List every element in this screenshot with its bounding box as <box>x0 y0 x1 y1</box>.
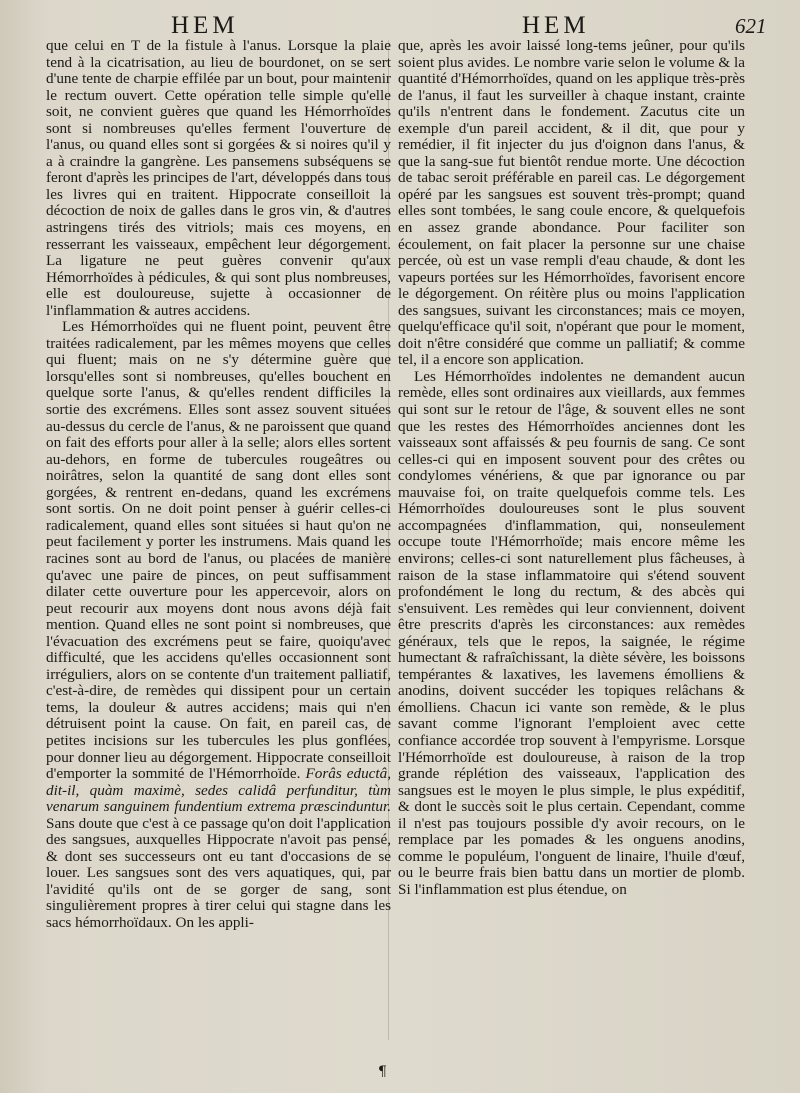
page-number: 621 <box>735 14 767 38</box>
printer-mark: ¶ <box>378 1064 387 1080</box>
paragraph: que celui en T de la fistule à l'anus. Lorsque la plaie tend à la cicatrisation, au lieu de bourdonet, on se sert d'une tente de charpie effilée par un bout, pour maintenir le rectum ouvert. Cette opération telle simple qu'elle soit, ne convient guères que quand les Hémorrhoïdes sont si nombreuses qu'elles ferment l'ouverture de l'anus, ou quand elles sont si gorgées & si noires qu'il y a à craindre la gangrène. Les pansemens subséquens se feront d'après les principes de l'art, développés dans tous les livres qui en traitent. Hippocrate conseilloit la décoction de noix de galles dans le gros vin, & d'autres astringens tirés des vitriols; mais ces moyens, en resserrant les vaisseaux, empêchent leur dégorgement. La ligature ne peut guères convenir qu'aux Hémorrhoïdes à pédicules, & qui sont plus nombreuses, elle est douloureuse, sujette à occasionner de l'inflammation & autres accidens. <box>46 37 391 319</box>
left-column <box>46 38 391 932</box>
paragraph-text: Sans doute que c'est à ce passage qu'on doit l'application des sangsues, auxquelles Hippocrate n'avoit pas pensé, & dont ses successeurs ont eu tant d'occasions de se louer. Les sangsues sont des vers aquatiques, qui, par l'avidité qu'ils ont de se gorger de sang, sont singulièrement propres à tirer celui qui stagne dans les sacs hémorrhoïdaux. On les appli- <box>46 814 391 931</box>
right-column <box>398 38 745 898</box>
paragraph <box>46 319 391 931</box>
headword-left: HEM <box>171 12 239 39</box>
paragraph: Les Hémorrhoïdes indolentes ne demandent aucun remède, elles sont ordinaires aux vieillards, aux femmes qui sont sur le retour de l'âge, & souvent elles ne sont que les restes des Hémorrhoïdes anciennes dont les vaisseaux sont affaissés & peu fournis de sang. Ce sont celles-ci qui en imposent souvent pour des crêtes ou condylomes vénériens, & que par ignorance ou par mauvaise foi, on traite quelquefois comme tels. Les Hémorrhoïdes douloureuses sont le plus souvent accompagnées d'inflammation, qui, nonseulement occupe toute l'Hémorrhoïde; mais encore même les environs; celles-ci sont naturellement plus fâcheuses, à raison de la stase inflammatoire qui s'étend souvent profondément le long du rectum, & des abcès qui s'ensuivent. Les remèdes qui leur conviennent, doivent être prescrits d'après les circonstances: aux remèdes généraux, tels que le repos, la saignée, le régime humectant & rafraîchissant, la diète sévère, les boissons tempérantes & laxatives, les lavemens émolliens & anodins, doivent succéder les topiques relâchans & émolliens. Chacun ici vante son remède, & le plus savant comme l'ignorant l'emploient avec cette confiance accordée trop souvent à l'empyrisme. Lorsque l'Hémorrhoïde est douloureuse, à raison de la trop grande réplétion des vaisseaux, l'application des sangsues est le moyen le plus simple, le plus expéditif, & dont le succès soit le plus certain. Cependant, comme il n'est pas toujours possible d'y avoir recours, on le remplace par les pomades & les onguens anodins, comme le populéum, l'onguent de linaire, l'huile d'œuf, ou le beurre frais bien battu dans un mortier de plomb. Si l'inflammation est plus étendue, on <box>398 367 745 898</box>
paragraph-text: Les Hémorrhoïdes qui ne fluent point, peuvent être traitées radicalement, par les mêmes moyens que celles qui fluent; mais on ne s'y détermine guère que lorsqu'elles sont si nombreuses, qu'elles bouchent en quelque sorte l'anus, & qu'elles rendent difficiles la sortie des excrémens. Elles sont assez souvent situées au-dessus du cercle de l'anus, & ne paroissent que quand on fait des efforts pour aller à la selle; alors elles sortent au-dehors, en forme de tubercules rougeâtres ou noirâtres, selon la quantité de sang dont elles sont gorgées, & rentrent en-dedans, quand les excrémens sont sortis. On ne doit point penser à guérir celles-ci radicalement, quand elles sont situées si haut qu'on ne peut facilement y porter les instrumens. Mais quand les racines sont au bord de l'anus, ou placées de manière qu'avec une paire de pinces, on peut suffisamment dilater cette ouverture pour les appercevoir, alors on peut recourir aux moyens dont nous avons déjà fait mention. Quand elles ne sont point si nombreuses, que l'évacuation des excrémens peut se faire, quoiqu'avec difficulté, que les accidens qu'elles occasionnent sont irréguliers, alors on se contente d'un traitement palliatif, c'est-à-dire, de remèdes qui dissipent pour un certain tems, la douleur & autres accidens; mais qui n'en détruisent point la cause. On fait, en pareil cas, de petites incisions sur les tubercules les plus gonflées, pour donner lieu au dégorgement. Hippocrate conseilloit d'emporter la sommité de l'Hémorrhoïde. <box>46 318 391 783</box>
headword-right: HEM <box>522 12 590 39</box>
latin-quotation: Forâs eductâ, dit-il, quàm maximè, sedes calidâ perfunditur, tùm venarum sanguinem fundentium extrema præscinduntur. <box>46 765 392 816</box>
paragraph: que, après les avoir laissé long-tems jeûner, pour qu'ils soient plus avides. Le nombre varie selon le volume & la quantité d'Hémorrhoïdes, quand on les applique très-près de l'anus, il faut les surveiller à chaque instant, crainte qu'ils n'entrent dans le fondement. Zacutus cite un exemple d'un pareil accident, & il dit, que pour y remédier, il fit injecter du jus d'oignon dans l'anus, & que la sang-sue fut bientôt rendue morte. Une décoction de tabac seroit préférable en pareil cas. Le dégorgement opéré par les sangsues est souvent très-prompt; quand elles sont tombées, le sang coule encore, & quelquefois en assez grande abondance. Pour faciliter son écoulement, on fait placer la personne sur une chaise percée, où est un vase rempli d'eau chaude, & dont les vapeurs portées sur les Hémorrhoïdes, favorisent encore le dégorgement. On réitère plus ou moins l'application des sangsues, suivant les circonstances; mais ce moyen, quelqu'efficace qu'il soit, n'opérant que pour le moment, doit n'être considéré que comme un palliatif; & comme tel, il a encore son application. <box>398 37 745 369</box>
